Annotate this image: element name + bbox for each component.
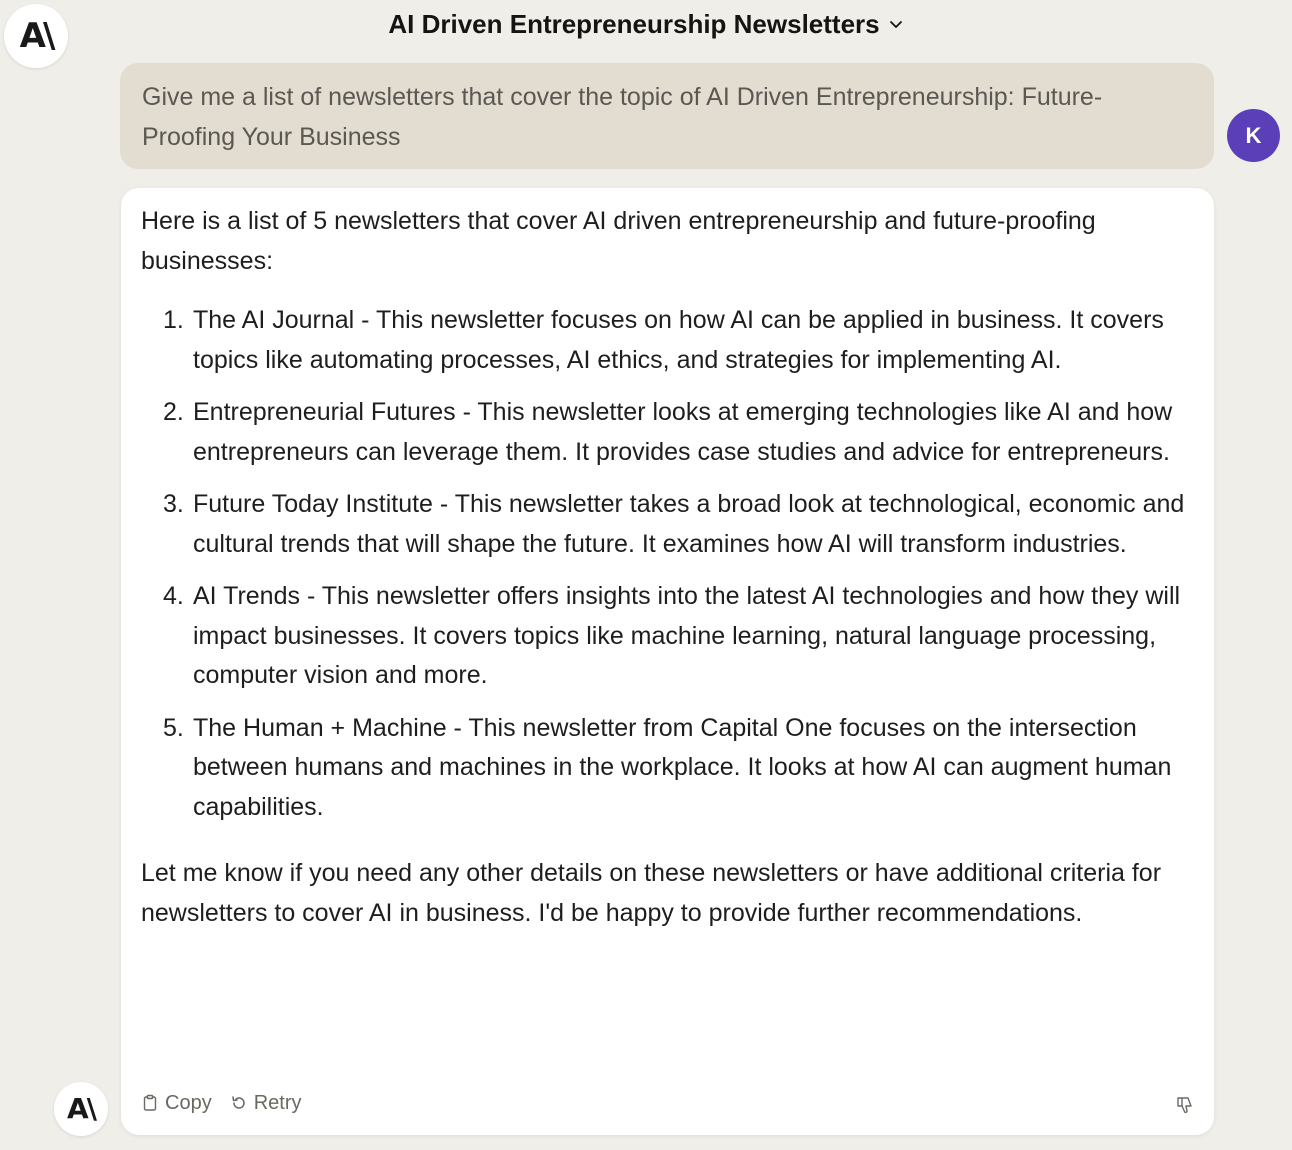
list-item (141, 577, 1194, 696)
retry-label: Retry (253, 1091, 302, 1114)
retry-button[interactable] (230, 1084, 302, 1124)
copy-label: Copy (165, 1091, 212, 1114)
newsletter-list (141, 301, 1194, 827)
anthropic-logo-icon: A\ (67, 1092, 95, 1125)
conversation-title: AI Driven Entrepreneurship Newsletters (388, 8, 880, 39)
clipboard-icon (141, 1094, 159, 1112)
list-item-number: 5. (163, 713, 184, 742)
thumbs-down-icon[interactable] (1174, 1095, 1196, 1117)
assistant-message (121, 188, 1214, 1135)
list-item-text: Entrepreneurial Futures - This newsletter looks at emerging technologies like AI and how entrepreneurs can leverage them. It provides case studies and advice for entrepreneurs. (193, 398, 1173, 466)
list-item-number: 2. (163, 398, 184, 426)
retry-icon (230, 1094, 248, 1112)
response-outro: Let me know if you need any other details on these newsletters or have additional criteria for newsletters to cover AI in business. I'd be happy to provide further recommendations. (141, 859, 1162, 927)
list-item-text: AI Trends - This newsletter offers insights into the latest AI technologies and how they will impact businesses. It covers topics like machine learning, natural language processing, computer vision and more. (193, 582, 1181, 689)
anthropic-logo-icon: A\ (19, 16, 53, 56)
list-item-text: The Human + Machine - This newsletter from Capital One focuses on the intersection between humans and machines in the workplace. It looks at how AI can augment human capabilities. (193, 713, 1172, 821)
list-item-number: 1. (163, 306, 184, 334)
copy-button[interactable] (141, 1084, 212, 1124)
header (0, 0, 1292, 48)
user-avatar: K (1227, 109, 1280, 162)
list-item (141, 485, 1194, 564)
assistant-avatar (54, 1082, 108, 1136)
user-message: Give me a list of newsletters that cover the topic of AI Driven Entrepreneurship: Future-Proofing Your Business (120, 63, 1214, 169)
message-actions (141, 1084, 302, 1124)
list-item-number: 4. (163, 582, 184, 610)
list-item (141, 393, 1194, 472)
list-item-text: Future Today Institute - This newsletter takes a broad look at technological, economic and cultural trends that will shape the future. It examines how AI will transform industries. (193, 490, 1185, 558)
list-item (141, 709, 1194, 828)
list-item (141, 301, 1194, 380)
list-item-number: 3. (163, 490, 184, 518)
response-intro: Here is a list of 5 newsletters that cover AI driven entrepreneurship and future-proofing businesses: (141, 207, 1096, 275)
list-item-text: The AI Journal - This newsletter focuses on how AI can be applied in business. It covers topics like automating processes, AI ethics, and strategies for implementing AI. (193, 306, 1164, 374)
chevron-down-icon (888, 16, 904, 32)
conversation-title-dropdown[interactable] (388, 9, 903, 40)
